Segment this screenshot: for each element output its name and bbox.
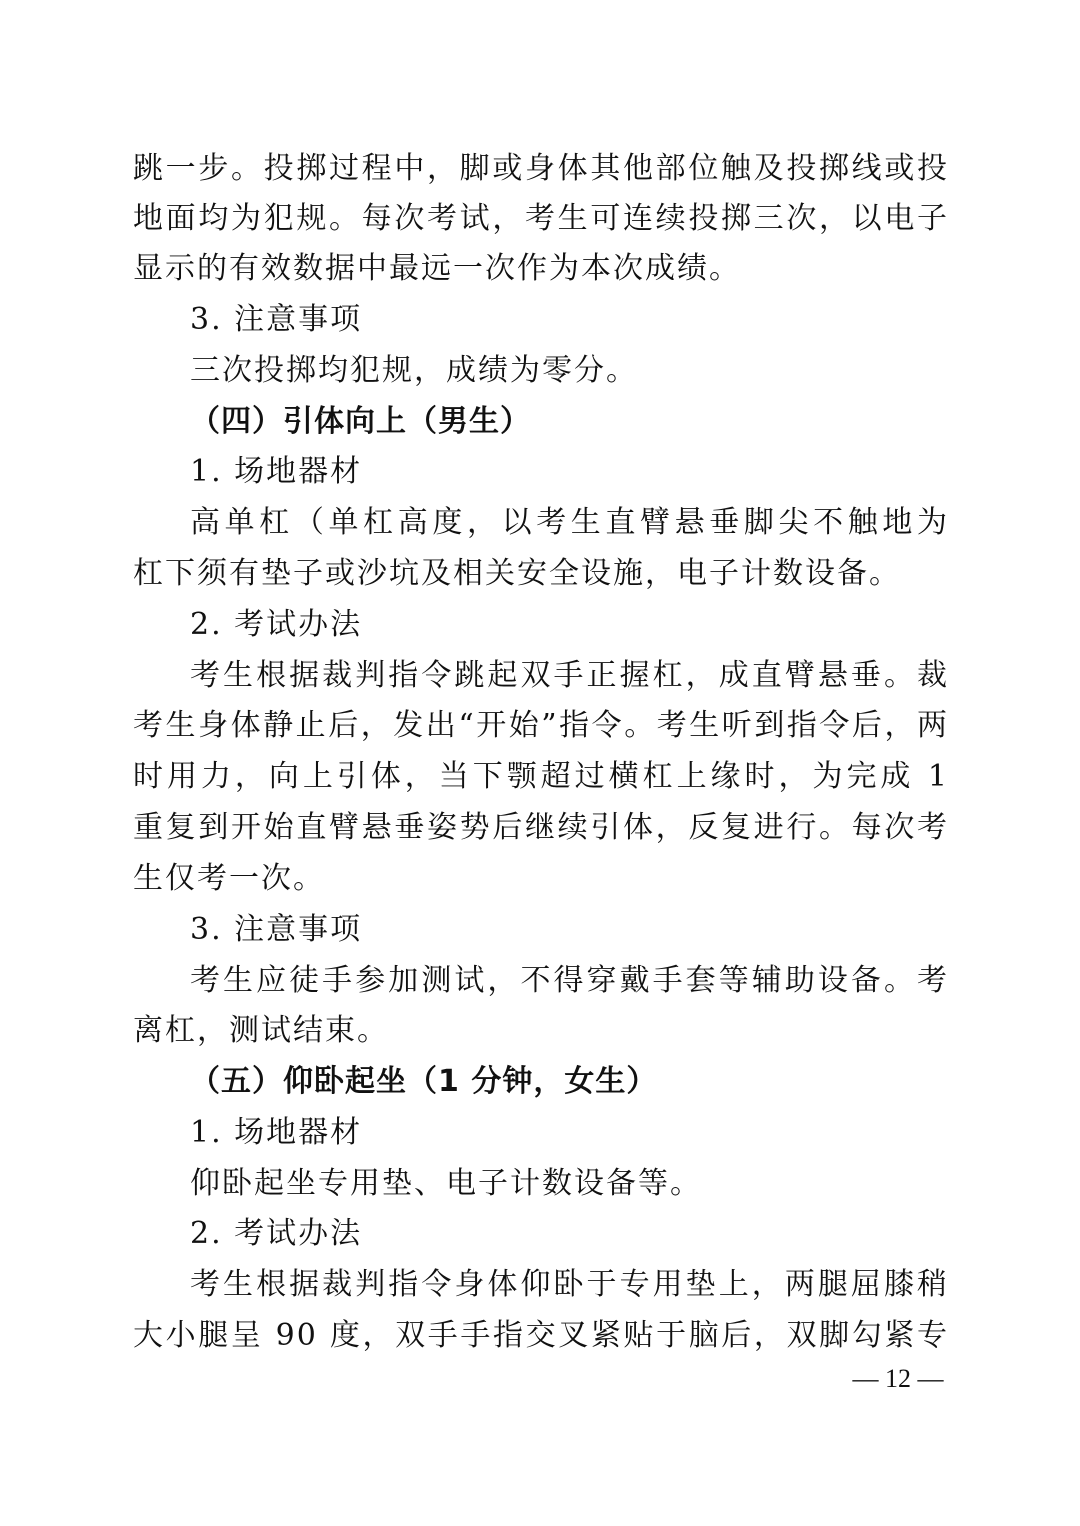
subsection-heading: 2. 考试办法 [190, 607, 363, 642]
body-text-line: 显示的有效数据中最远一次作为本次成绩。 [133, 251, 741, 286]
body-text-line: 跳一步。投掷过程中，脚或身体其他部位触及投掷线或投 [133, 151, 949, 186]
body-text-line: 时用力，向上引体，当下颚超过横杠上缘时，为完成 1 [133, 759, 949, 794]
body-text-line: 生仅考一次。 [133, 861, 325, 896]
body-text-line: 杠下须有垫子或沙坑及相关安全设施，电子计数设备。 [133, 556, 901, 591]
body-text-line: 三次投掷均犯规，成绩为零分。 [190, 353, 638, 388]
body-text-line: 仰卧起坐专用垫、电子计数设备等。 [190, 1166, 702, 1201]
page-number: — 12 — [852, 1364, 944, 1393]
subsection-heading: 2. 考试办法 [190, 1216, 363, 1251]
subsection-heading: 1. 场地器材 [190, 1115, 363, 1150]
section-heading: （五）仰卧起坐（1 分钟，女生） [190, 1064, 658, 1099]
section-heading: （四）引体向上（男生） [190, 404, 531, 439]
body-text-line: 考生身体静止后，发出“开始”指令。考生听到指令后，两 [133, 708, 949, 743]
body-text-line: 离杠，测试结束。 [133, 1013, 389, 1048]
body-text-line: 考生根据裁判指令身体仰卧于专用垫上，两腿屈膝稍 [190, 1267, 949, 1302]
body-text-line: 高单杠（单杠高度，以考生直臂悬垂脚尖不触地为 [190, 505, 949, 540]
subsection-heading: 1. 场地器材 [190, 454, 363, 489]
subsection-heading: 3. 注意事项 [190, 302, 363, 337]
body-text-line: 考生根据裁判指令跳起双手正握杠，成直臂悬垂。裁 [190, 658, 949, 693]
body-text-line: 考生应徒手参加测试，不得穿戴手套等辅助设备。考 [190, 963, 949, 998]
body-text-line: 大小腿呈 90 度，双手手指交叉紧贴于脑后，双脚勾紧专 [133, 1318, 949, 1353]
subsection-heading: 3. 注意事项 [190, 912, 363, 947]
body-text-line: 重复到开始直臂悬垂姿势后继续引体，反复进行。每次考 [133, 810, 949, 845]
body-text-line: 地面均为犯规。每次考试，考生可连续投掷三次，以电子 [133, 201, 949, 236]
